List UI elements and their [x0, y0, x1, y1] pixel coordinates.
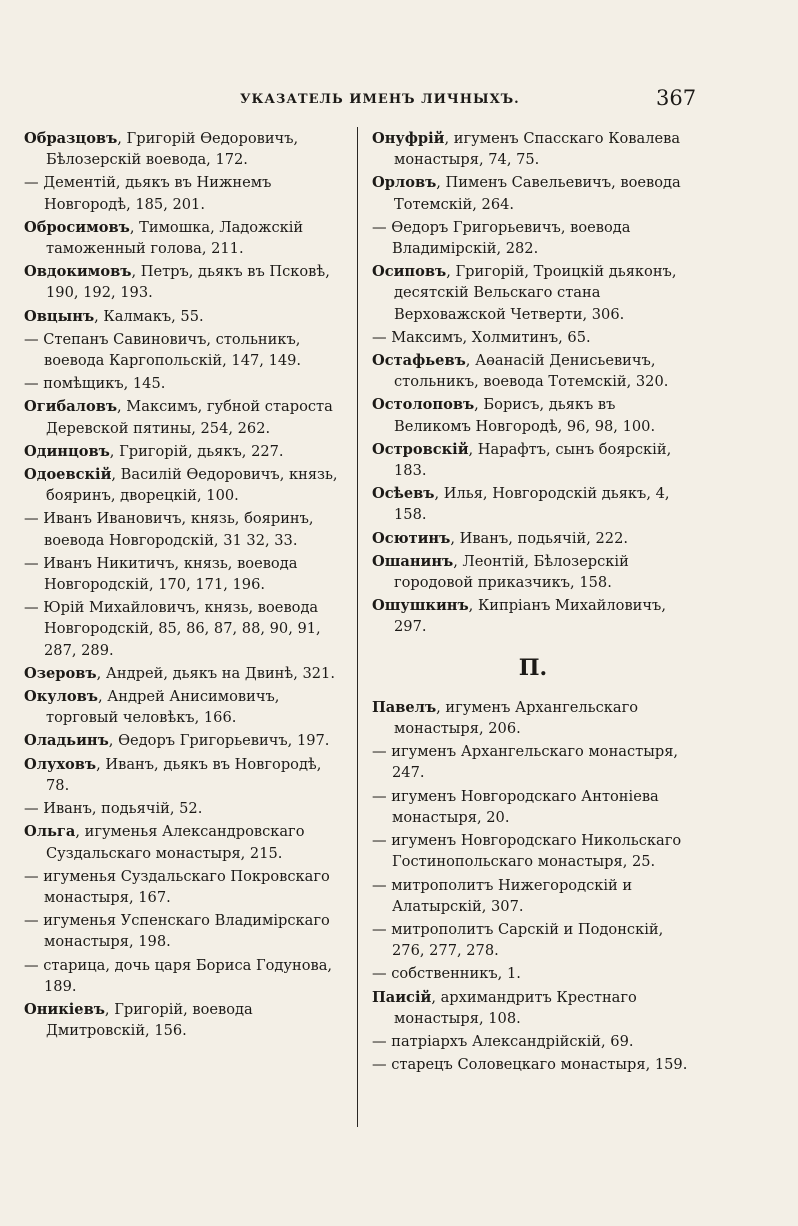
entry-surname: Ошанинъ: [372, 552, 454, 570]
index-entry: [372, 172, 694, 214]
index-entry: [24, 597, 344, 661]
entry-text: — Иванъ Никитичъ, князь, воевода Новгородскій, 170, 171, 196.: [24, 554, 298, 594]
entry-surname: Остафьевъ: [372, 352, 466, 370]
index-entry: [24, 955, 344, 997]
entry-text: — старица, дочь царя Бориса Годунова, 189.: [24, 956, 333, 995]
index-entry: [372, 327, 694, 348]
entry-text: — собственникъ, 1.: [372, 965, 521, 983]
index-entry: [372, 963, 694, 984]
entry-text: , Леонтій, Бѣлозерскій городовой приказчикъ, 158.: [394, 552, 629, 592]
entry-surname: Осѣевъ: [372, 485, 435, 503]
entry-surname: Ольга: [24, 823, 76, 841]
index-entry: [24, 553, 344, 595]
o-section-entries: [372, 128, 694, 638]
entry-text: — помѣщикъ, 145.: [24, 375, 166, 393]
index-entry: [24, 396, 344, 438]
entry-text: , Калмакъ, 55.: [94, 307, 204, 325]
index-entry: [24, 329, 344, 371]
index-entry: [24, 866, 344, 908]
index-entry: [24, 508, 344, 550]
index-entry: [372, 830, 694, 872]
index-entry: [24, 798, 344, 819]
entry-text: , игуменъ Архангельскаго монастыря, 206.: [394, 698, 639, 738]
entry-text: , Григорій, воевода Дмитровскій, 156.: [46, 1000, 253, 1040]
entry-text: — Максимъ, Холмитинъ, 65.: [372, 328, 591, 346]
entry-text: — старецъ Соловецкаго монастыря, 159.: [372, 1056, 688, 1074]
entry-text: , Өедоръ Григорьевичъ, 197.: [108, 732, 330, 750]
entry-text: — игуменъ Новгородскаго Антоніева монастыря, 20.: [372, 787, 659, 826]
index-entry: [372, 128, 694, 170]
entry-text: , игуменья Александровскаго Суздальскаго монастыря, 215.: [46, 823, 305, 862]
entry-text: , Андрей, дьякъ на Двинѣ, 321.: [96, 664, 335, 682]
index-entry: [372, 987, 694, 1029]
entry-text: , Максимъ, губной староста Деревской пятины, 254, 262.: [46, 398, 333, 437]
index-entry: [372, 528, 694, 549]
p-section-entries: [372, 697, 694, 1075]
entry-text: , Кипріанъ Михайловичъ, 297.: [394, 597, 666, 636]
index-entry: [372, 595, 694, 637]
entry-surname: Олуховъ: [24, 755, 97, 773]
entry-surname: Оладьинъ: [24, 732, 109, 750]
index-entry: [372, 483, 694, 525]
entry-surname: Паисій: [372, 988, 432, 1006]
entry-surname: Оникіевъ: [24, 1000, 105, 1018]
entry-text: , Борисъ, дьякъ въ Великомъ Новгородѣ, 96, 98, 100.: [394, 396, 656, 435]
index-entry: [24, 686, 344, 728]
index-entry: [372, 919, 694, 961]
entry-text: — Дементій, дьякъ въ Нижнемъ Новгородѣ, 185, 201.: [24, 174, 272, 213]
entry-surname: Ошушкинъ: [372, 597, 469, 615]
entry-text: — Степанъ Савиновичъ, стольникъ, воевода Каргопольскій, 147, 149.: [24, 330, 302, 370]
left-column: [24, 128, 344, 1043]
entry-text: — Иванъ, подьячій, 52.: [24, 800, 203, 818]
entry-text: , Илья, Новгородскій дьякъ, 4, 158.: [394, 485, 670, 524]
index-entry: [372, 741, 694, 783]
entry-text: , Василій Өедоровичъ, князь, бояринъ, дворецкій, 100.: [46, 466, 338, 505]
index-entry: [24, 464, 344, 506]
index-entry: [24, 306, 344, 327]
entry-surname: Осютинъ: [372, 529, 451, 547]
entry-surname: Орловъ: [372, 174, 437, 192]
index-entry: [372, 1054, 694, 1075]
index-entry: [24, 261, 344, 303]
index-entry: [24, 754, 344, 796]
entry-text: , архимандритъ Крестнаго монастыря, 108.: [394, 988, 637, 1027]
index-entry: [372, 394, 694, 436]
index-entry: [372, 697, 694, 739]
entry-surname: Остолоповъ: [372, 396, 475, 414]
entry-surname: Обросимовъ: [24, 218, 130, 236]
entry-text: , Григорій, Троицкій дьяконъ, десятскій Вельскаго стана Верховажской Четверти, 306.: [394, 263, 677, 323]
entry-surname: Окуловъ: [24, 688, 98, 706]
entry-text: , Петръ, дьякъ въ Псковѣ, 190, 192, 193.: [46, 263, 330, 302]
entry-surname: Овцынъ: [24, 307, 95, 325]
entry-surname: Онуфрій: [372, 130, 445, 147]
entry-text: , Тимошка, Ладожскій таможенный голова, 211.: [46, 218, 304, 258]
index-entry: [24, 441, 344, 462]
right-column: [372, 128, 694, 1077]
index-entry: [372, 261, 694, 325]
index-entry: [24, 910, 344, 952]
entry-text: — игуменъ Архангельскаго монастыря, 247.: [372, 743, 679, 782]
entry-surname: Огибаловъ: [24, 398, 118, 416]
index-entry: [24, 730, 344, 751]
entry-text: , Григорій Өедоровичъ, Бѣлозерскій воевода, 172.: [46, 130, 299, 169]
entry-text: — игуменья Суздальскаго Покровскаго монастыря, 167.: [24, 867, 330, 906]
entry-text: — Иванъ Ивановичъ, князь, бояринъ, воевода Новгородскій, 31 32, 33.: [24, 510, 314, 549]
index-entry: [24, 128, 344, 170]
column-divider: [357, 127, 358, 1127]
entry-text: , игуменъ Спасскаго Ковалева монастыря, 74, 75.: [394, 130, 681, 169]
index-entry: [372, 1031, 694, 1052]
entry-surname: Озеровъ: [24, 664, 97, 682]
entry-surname: Образцовъ: [24, 130, 118, 147]
entry-text: — митрополитъ Сарскій и Подонскій, 276, 277, 278.: [372, 920, 664, 960]
index-entry: [24, 821, 344, 863]
entry-text: — игуменья Успенскаго Владимірскаго монастыря, 198.: [24, 912, 330, 951]
entry-text: — игуменъ Новгородскаго Никольскаго Гостинопольскаго монастыря, 25.: [372, 832, 682, 871]
entry-text: , Аөанасій Денисьевичъ, стольникъ, воевода Тотемскій, 320.: [394, 352, 669, 391]
entry-surname: Островскій: [372, 440, 469, 458]
section-letter: П.: [518, 654, 548, 681]
entry-text: — патріархъ Александрійскій, 69.: [372, 1032, 634, 1050]
index-entry: [24, 172, 344, 214]
entry-surname: Одинцовъ: [24, 442, 110, 460]
entry-text: — Өедоръ Григорьевичъ, воевода Владимірскій, 282.: [372, 218, 631, 258]
page-number: 367: [656, 86, 697, 110]
running-head: [0, 86, 798, 116]
running-title: УКАЗАТЕЛЬ ИМЕНЪ ЛИЧНЫХЪ.: [240, 92, 520, 107]
entry-surname: Одоевскій: [24, 466, 112, 484]
entry-surname: Павелъ: [372, 698, 437, 716]
entry-surname: Овдокимовъ: [24, 263, 132, 281]
entry-text: , Нарафтъ, сынъ боярскій, 183.: [394, 440, 672, 480]
entry-text: , Иванъ, дьякъ въ Новгородѣ, 78.: [46, 755, 322, 794]
index-entry: [24, 999, 344, 1041]
index-entry: [24, 663, 344, 684]
entry-text: , Иванъ, подьячій, 222.: [450, 529, 628, 547]
entry-surname: Осиповъ: [372, 263, 447, 281]
entry-text: — митрополитъ Нижегородскій и Алатырскій, 307.: [372, 876, 633, 915]
index-entry: [372, 350, 694, 392]
index-entry: [372, 439, 694, 481]
index-entry: [372, 217, 694, 259]
entry-text: — Юрій Михайловичъ, князь, воевода Новгородскій, 85, 86, 87, 88, 90, 91, 287, 289.: [24, 599, 321, 659]
index-entry: [372, 786, 694, 828]
entry-text: , Григорій, дьякъ, 227.: [109, 442, 284, 460]
index-entry: [24, 373, 344, 394]
entry-text: , Андрей Анисимовичъ, торговый человѣкъ, 166.: [46, 688, 280, 727]
index-entry: [372, 875, 694, 917]
index-entry: [24, 217, 344, 259]
entry-text: , Пименъ Савельевичъ, воевода Тотемскій, 264.: [394, 174, 681, 213]
index-entry: [372, 551, 694, 593]
